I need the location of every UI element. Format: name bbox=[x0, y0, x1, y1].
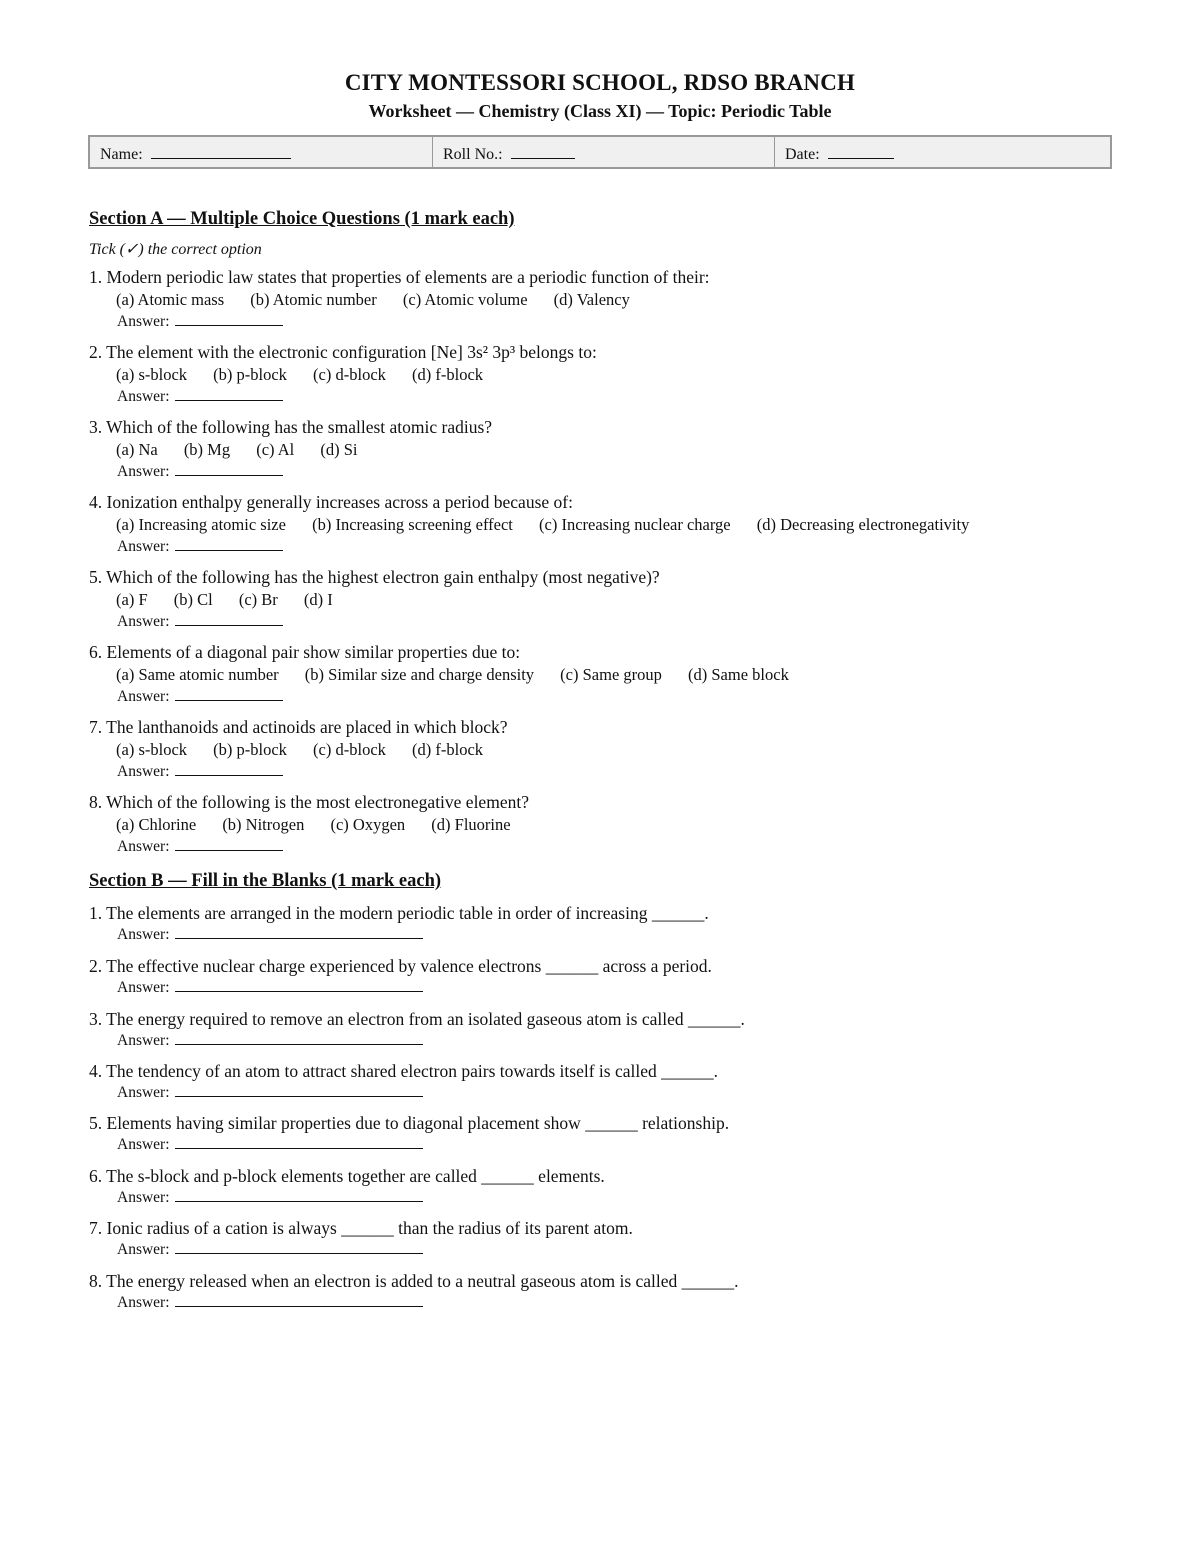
answer-label: Answer: bbox=[117, 388, 170, 405]
answer-label: Answer: bbox=[117, 1084, 170, 1101]
mcq-options bbox=[116, 363, 1169, 386]
section-a-title: Section A — Multiple Choice Questions (1 mark each) bbox=[89, 209, 515, 229]
answer-row bbox=[117, 1082, 1169, 1102]
answer-row bbox=[117, 1134, 1169, 1154]
answer-row bbox=[117, 1292, 1169, 1312]
mcq-4 bbox=[89, 491, 1169, 556]
mcq-question-text: 4. Ionization enthalpy generally increases across a period because of: bbox=[89, 492, 573, 512]
mcq-question-text: 5. Which of the following has the highest electron gain enthalpy (most negative)? bbox=[89, 567, 660, 587]
answer-label: Answer: bbox=[117, 1241, 170, 1258]
mcq-option[interactable]: (a) Increasing atomic size bbox=[116, 515, 286, 534]
mcq-5 bbox=[89, 566, 1169, 631]
answer-row bbox=[117, 836, 1169, 856]
name-label: Name: bbox=[100, 146, 143, 163]
mcq-option[interactable]: (c) Atomic volume bbox=[402, 290, 528, 309]
answer-row bbox=[117, 1030, 1169, 1050]
mcq-options bbox=[116, 813, 1169, 836]
date-label: Date: bbox=[785, 146, 820, 163]
fill-question-text: 8. The energy released when an electron is added to a neutral gaseous atom is called ______. bbox=[89, 1271, 739, 1291]
mcq-question-text: 8. Which of the following is the most electronegative element? bbox=[89, 792, 529, 812]
mcq-option[interactable]: (d) Same block bbox=[688, 665, 789, 684]
answer-row bbox=[117, 536, 1169, 556]
answer-blank[interactable] bbox=[175, 924, 423, 939]
fill-question-text: 1. The elements are arranged in the modern periodic table in order of increasing ______. bbox=[89, 903, 709, 923]
section-a-instruction: Tick (✓) the correct option bbox=[89, 241, 262, 258]
answer-blank[interactable] bbox=[175, 836, 283, 851]
answer-row bbox=[117, 461, 1169, 481]
fill-question-text: 5. Elements having similar properties due to diagonal placement show ______ relationship. bbox=[89, 1113, 730, 1133]
mcq-option[interactable]: (a) F bbox=[116, 590, 148, 609]
mcq-option[interactable]: (b) Mg bbox=[183, 440, 231, 459]
mcq-option[interactable]: (d) Decreasing electronegativity bbox=[756, 515, 970, 534]
answer-label: Answer: bbox=[117, 688, 170, 705]
mcq-option[interactable]: (b) p-block bbox=[213, 740, 287, 759]
mcq-question-text: 6. Elements of a diagonal pair show similar properties due to: bbox=[89, 642, 521, 662]
mcq-option[interactable]: (a) s-block bbox=[116, 365, 188, 384]
answer-row bbox=[117, 311, 1169, 331]
mcq-option[interactable]: (c) d-block bbox=[313, 740, 386, 759]
answer-label: Answer: bbox=[117, 838, 170, 855]
mcq-option[interactable]: (b) Cl bbox=[173, 590, 213, 609]
answer-blank[interactable] bbox=[175, 1082, 423, 1097]
mcq-option[interactable]: (d) f-block bbox=[412, 365, 484, 384]
mcq-option[interactable]: (c) Oxygen bbox=[330, 815, 406, 834]
fill-blank-6 bbox=[89, 1165, 1169, 1207]
mcq-option[interactable]: (a) Atomic mass bbox=[116, 290, 225, 309]
answer-label: Answer: bbox=[117, 979, 170, 996]
answer-blank[interactable] bbox=[175, 1239, 423, 1254]
mcq-6 bbox=[89, 641, 1169, 706]
answer-label: Answer: bbox=[117, 926, 170, 943]
answer-label: Answer: bbox=[117, 763, 170, 780]
fill-question-text: 4. The tendency of an atom to attract shared electron pairs towards itself is called ______. bbox=[89, 1061, 718, 1081]
mcq-question-text: 7. The lanthanoids and actinoids are placed in which block? bbox=[89, 717, 508, 737]
mcq-option[interactable]: (d) Valency bbox=[553, 290, 630, 309]
answer-row bbox=[117, 924, 1169, 944]
mcq-option[interactable]: (d) Fluorine bbox=[431, 815, 511, 834]
mcq-option[interactable]: (c) Increasing nuclear charge bbox=[539, 515, 731, 534]
mcq-option[interactable]: (a) Chlorine bbox=[116, 815, 197, 834]
answer-row bbox=[117, 686, 1169, 706]
mcq-3 bbox=[89, 416, 1169, 481]
roll-cell bbox=[432, 137, 774, 167]
mcq-options bbox=[116, 738, 1169, 761]
mcq-option[interactable]: (b) Increasing screening effect bbox=[312, 515, 513, 534]
fill-blank-1 bbox=[89, 902, 1169, 944]
fill-question-text: 7. Ionic radius of a cation is always ______ than the radius of its parent atom. bbox=[89, 1218, 633, 1238]
answer-row bbox=[117, 1187, 1169, 1207]
mcq-option[interactable]: (a) s-block bbox=[116, 740, 188, 759]
answer-blank[interactable] bbox=[175, 1187, 423, 1202]
name-blank[interactable] bbox=[151, 144, 291, 159]
answer-blank[interactable] bbox=[175, 761, 283, 776]
answer-blank[interactable] bbox=[175, 977, 423, 992]
mcq-option[interactable]: (b) Nitrogen bbox=[222, 815, 305, 834]
answer-row bbox=[117, 761, 1169, 781]
answer-blank[interactable] bbox=[175, 311, 283, 326]
answer-label: Answer: bbox=[117, 1189, 170, 1206]
answer-blank[interactable] bbox=[175, 461, 283, 476]
mcq-option[interactable]: (d) f-block bbox=[412, 740, 484, 759]
mcq-option[interactable]: (c) Al bbox=[256, 440, 295, 459]
mcq-option[interactable]: (c) Br bbox=[238, 590, 278, 609]
answer-label: Answer: bbox=[117, 463, 170, 480]
mcq-question-text: 3. Which of the following has the smallest atomic radius? bbox=[89, 417, 493, 437]
answer-blank[interactable] bbox=[175, 1292, 423, 1307]
answer-label: Answer: bbox=[117, 1032, 170, 1049]
roll-blank[interactable] bbox=[511, 144, 575, 159]
worksheet-subtitle: Worksheet — Chemistry (Class XI) — Topic: Periodic Table bbox=[368, 101, 832, 121]
mcq-question-text: 2. The element with the electronic configuration [Ne] 3s² 3p³ belongs to: bbox=[89, 342, 597, 362]
fill-question-text: 2. The effective nuclear charge experienced by valence electrons ______ across a period. bbox=[89, 956, 712, 976]
mcq-options bbox=[116, 438, 1169, 461]
mcq-option[interactable]: (d) Si bbox=[320, 440, 358, 459]
mcq-option[interactable]: (c) Same group bbox=[560, 665, 662, 684]
fill-blank-7 bbox=[89, 1217, 1169, 1259]
mcq-1 bbox=[89, 266, 1169, 331]
mcq-option[interactable]: (a) Same atomic number bbox=[116, 665, 279, 684]
name-cell bbox=[90, 137, 432, 167]
roll-label: Roll No.: bbox=[443, 146, 503, 163]
mcq-options bbox=[116, 288, 1169, 311]
answer-label: Answer: bbox=[117, 313, 170, 330]
answer-blank[interactable] bbox=[175, 686, 283, 701]
date-cell bbox=[774, 137, 1110, 167]
answer-label: Answer: bbox=[117, 1294, 170, 1311]
mcq-option[interactable]: (b) Similar size and charge density bbox=[304, 665, 535, 684]
mcq-options bbox=[116, 663, 1169, 686]
mcq-question-text: 1. Modern periodic law states that properties of elements are a periodic function of their: bbox=[89, 267, 710, 287]
mcq-8 bbox=[89, 791, 1169, 856]
fill-blank-4 bbox=[89, 1060, 1169, 1102]
answer-blank[interactable] bbox=[175, 1030, 423, 1045]
section-b-title: Section B — Fill in the Blanks (1 mark each) bbox=[89, 871, 442, 891]
mcq-option[interactable]: (b) Atomic number bbox=[250, 290, 377, 309]
school-name: CITY MONTESSORI SCHOOL, RDSO BRANCH bbox=[344, 70, 856, 95]
answer-row bbox=[117, 1239, 1169, 1259]
fill-blank-2 bbox=[89, 955, 1169, 997]
answer-label: Answer: bbox=[117, 613, 170, 630]
fill-question-text: 6. The s-block and p-block elements together are called ______ elements. bbox=[89, 1166, 605, 1186]
mcq-7 bbox=[89, 716, 1169, 781]
answer-blank[interactable] bbox=[175, 536, 283, 551]
mcq-options bbox=[116, 588, 1169, 611]
answer-label: Answer: bbox=[117, 1136, 170, 1153]
fill-blank-3 bbox=[89, 1008, 1169, 1050]
student-info-bar bbox=[88, 135, 1112, 169]
answer-row bbox=[117, 386, 1169, 406]
answer-row bbox=[117, 977, 1169, 997]
mcq-option[interactable]: (d) I bbox=[303, 590, 333, 609]
mcq-option[interactable]: (a) Na bbox=[116, 440, 158, 459]
mcq-option[interactable]: (c) d-block bbox=[313, 365, 386, 384]
fill-blank-5 bbox=[89, 1112, 1169, 1154]
answer-blank[interactable] bbox=[175, 611, 283, 626]
mcq-options bbox=[116, 513, 1169, 536]
fill-question-text: 3. The energy required to remove an electron from an isolated gaseous atom is called ______. bbox=[89, 1009, 745, 1029]
mcq-option[interactable]: (b) p-block bbox=[213, 365, 287, 384]
fill-blank-8 bbox=[89, 1270, 1169, 1312]
mcq-2 bbox=[89, 341, 1169, 406]
answer-blank[interactable] bbox=[175, 386, 283, 401]
answer-row bbox=[117, 611, 1169, 631]
answer-blank[interactable] bbox=[175, 1134, 423, 1149]
date-blank[interactable] bbox=[828, 144, 894, 159]
answer-label: Answer: bbox=[117, 538, 170, 555]
